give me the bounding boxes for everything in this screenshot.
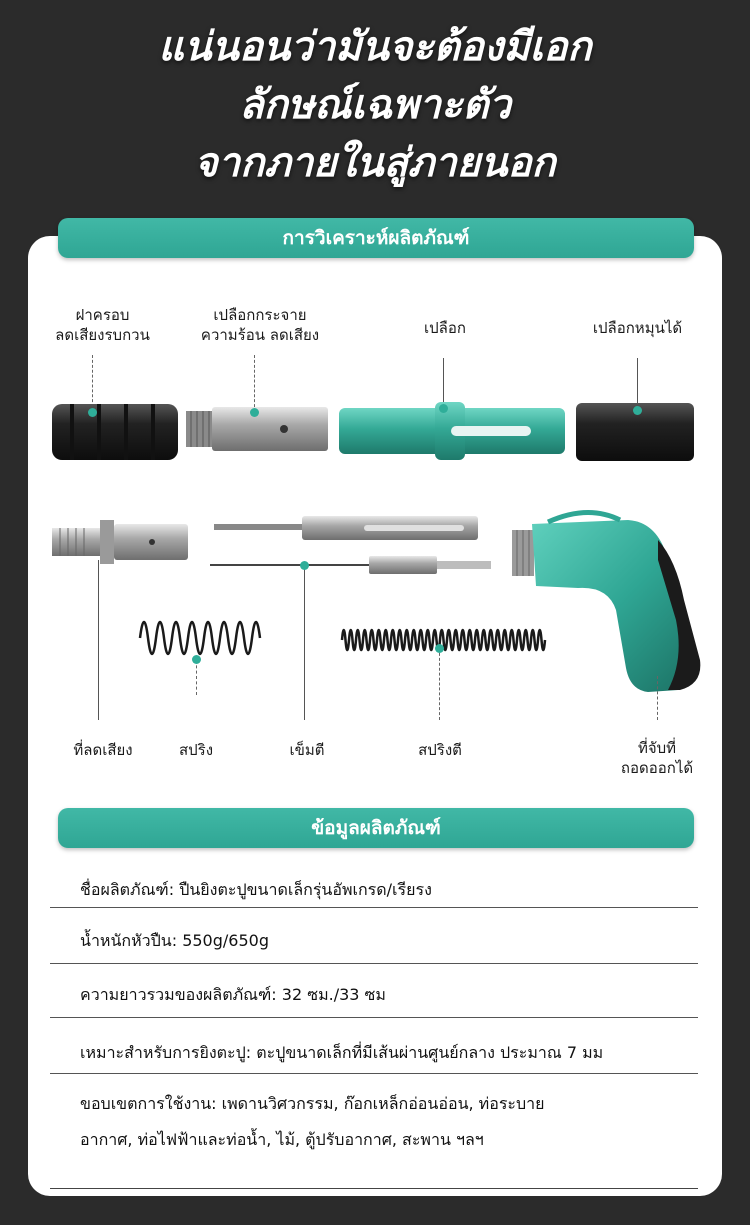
cap-icon bbox=[52, 400, 178, 464]
spec-divider bbox=[50, 1017, 698, 1018]
leader-heat-shell bbox=[254, 355, 255, 412]
marker-spring bbox=[192, 655, 201, 664]
spec-product-name: ชื่อผลิตภัณฑ์: ปืนยิงตะปูขนาดเล็กรุ่นอัพเกรด/เรียรง bbox=[80, 880, 432, 899]
analysis-banner: การวิเคราะห์ผลิตภัณฑ์ bbox=[58, 218, 694, 258]
label-rotating-shell: เปลือกหมุนได้ bbox=[592, 319, 683, 337]
label-needle: เข็มตี bbox=[289, 741, 325, 759]
marker-rotating-shell bbox=[633, 406, 642, 415]
shell-icon bbox=[339, 400, 565, 462]
marker-hammer-spring bbox=[435, 644, 444, 653]
spec-divider bbox=[50, 1073, 698, 1074]
marker-cap bbox=[88, 408, 97, 417]
label-cap: ฝาครอบ ลดเสียงรบกวน bbox=[55, 306, 150, 344]
marker-heat-shell bbox=[250, 408, 259, 417]
label-hammer-spring: สปริงตี bbox=[418, 741, 462, 759]
label-grip: ที่จับที่ ถอดออกได้ bbox=[620, 739, 694, 777]
spec-nail-size: เหมาะสำหรับการยิงตะปู: ตะปูขนาดเล็กที่มีเส้นผ่านศูนย์กลาง ประมาณ 7 มม bbox=[80, 1043, 604, 1062]
spec-usage-line-1: ขอบเขตการใช้งาน: เพดานวิศวกรรม, ก๊อกเหล็กอ่อนอ่อน, ท่อระบาย bbox=[80, 1094, 545, 1113]
label-silencer: ที่ลดเสียง bbox=[73, 741, 133, 759]
label-heat-shell: เปลือกกระจาย ความร้อน ลดเสียง bbox=[200, 306, 320, 344]
leader-spring bbox=[196, 660, 197, 695]
marker-shell bbox=[439, 404, 448, 413]
needle-icon bbox=[214, 512, 494, 576]
spec-weight: น้ำหนักหัวปืน: 550g/650g bbox=[80, 931, 269, 950]
headline bbox=[0, 18, 750, 192]
spec-length: ความยาวรวมของผลิตภัณฑ์: 32 ซม./33 ซม bbox=[80, 985, 386, 1004]
info-banner: ข้อมูลผลิตภัณฑ์ bbox=[58, 808, 694, 848]
leader-needle bbox=[304, 565, 305, 720]
silencer-icon bbox=[52, 518, 188, 566]
spec-divider bbox=[50, 963, 698, 964]
spec-bottom-line bbox=[50, 1188, 698, 1189]
spec-usage-line-2: อากาศ, ท่อไฟฟ้าและท่อน้ำ, ไม้, ตู้ปรับอากาศ, สะพาน ฯลฯ bbox=[80, 1130, 484, 1149]
headline-line-2: ลักษณ์เฉพาะตัว bbox=[239, 82, 511, 128]
leader-silencer bbox=[98, 560, 99, 720]
label-spring: สปริง bbox=[178, 741, 214, 759]
headline-line-1: แน่นอนว่ามันจะต้องมีเอก bbox=[158, 24, 592, 70]
leader-hammer-spring bbox=[439, 648, 440, 720]
headline-line-3: จากภายในสู่ภายนอก bbox=[194, 140, 556, 186]
label-shell: เปลือก bbox=[424, 319, 466, 337]
leader-grip bbox=[657, 676, 658, 720]
grip-icon bbox=[508, 500, 704, 696]
spec-divider bbox=[50, 907, 698, 908]
marker-needle bbox=[300, 561, 309, 570]
